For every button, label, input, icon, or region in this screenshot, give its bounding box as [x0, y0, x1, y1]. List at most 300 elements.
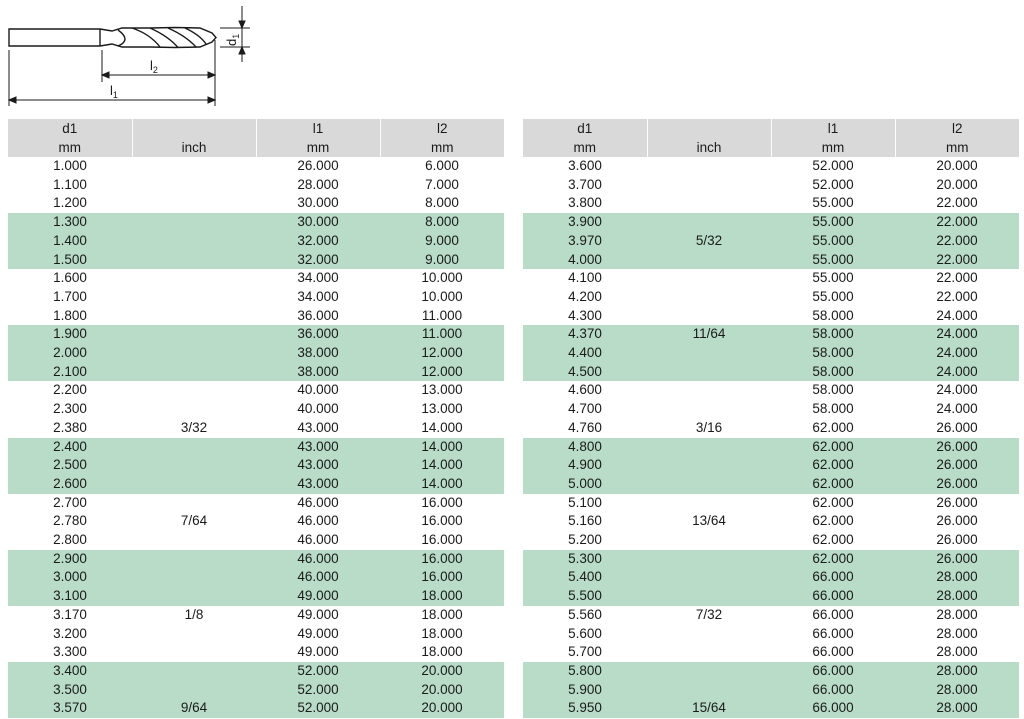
cell-inch: 3/16 [695, 419, 723, 435]
cell-l1: 58.000 [812, 382, 854, 398]
table-row [8, 494, 504, 513]
table-row [523, 269, 1019, 288]
cell-inch [647, 550, 771, 569]
cell-inch: 7/32 [695, 606, 723, 622]
cell-d1: 2.400 [8, 438, 132, 457]
table-row [8, 419, 504, 438]
unit-l1: mm [256, 138, 380, 157]
cell-l2: 28.000 [895, 699, 1019, 718]
cell-l1: 62.000 [812, 532, 854, 548]
table-row [523, 550, 1019, 569]
cell-l1: 43.000 [256, 456, 380, 475]
cell-inch [647, 438, 771, 457]
cell-l1: 46.000 [256, 568, 380, 587]
cell-d1: 1.300 [8, 213, 132, 232]
table-row [523, 288, 1019, 307]
cell-inch [132, 194, 256, 213]
cell-d1: 1.700 [53, 288, 87, 304]
table-row [523, 438, 1019, 457]
cell-d1: 3.500 [8, 681, 132, 700]
header-d1: d1 [8, 119, 132, 138]
cell-l2: 9.000 [380, 232, 504, 251]
unit-d1: mm [8, 138, 132, 157]
cell-l2: 22.000 [936, 195, 978, 211]
cell-inch [132, 475, 256, 494]
cell-l2: 11.000 [380, 325, 504, 344]
cell-l2: 9.000 [380, 251, 504, 270]
table-body-right [523, 157, 1019, 718]
cell-d1: 2.380 [53, 419, 87, 435]
cell-inch [132, 400, 256, 419]
cell-l2: 26.000 [895, 438, 1019, 457]
table-row [8, 194, 504, 213]
cell-d1: 5.950 [523, 699, 647, 718]
header-row-names [8, 119, 504, 138]
cell-l1: 38.000 [256, 363, 380, 382]
cell-inch [647, 213, 771, 232]
cell-l2: 14.000 [380, 475, 504, 494]
cell-l2: 22.000 [895, 232, 1019, 251]
cell-d1: 1.100 [53, 176, 87, 192]
table-row [8, 456, 504, 475]
cell-l1: 62.000 [812, 419, 854, 435]
table-row [523, 344, 1019, 363]
cell-d1: 4.760 [568, 419, 602, 435]
table-row [523, 643, 1019, 662]
cell-d1: 3.200 [53, 625, 87, 641]
cell-l2: 10.000 [421, 270, 463, 286]
cell-d1: 5.300 [523, 550, 647, 569]
cell-l1: 58.000 [771, 325, 895, 344]
cell-inch [132, 269, 256, 288]
cell-l1: 40.000 [297, 382, 339, 398]
cell-d1: 4.900 [523, 456, 647, 475]
cell-inch: 13/64 [692, 513, 726, 529]
cell-d1: 5.600 [568, 625, 602, 641]
cell-l1: 43.000 [256, 438, 380, 457]
cell-l2: 20.000 [936, 158, 978, 173]
header-l1: l1 [256, 119, 380, 138]
cell-inch [647, 288, 771, 307]
cell-inch [647, 251, 771, 270]
cell-d1: 4.400 [523, 344, 647, 363]
drill-size-table-left [8, 119, 504, 718]
cell-inch [132, 531, 256, 550]
cell-l2: 28.000 [936, 606, 978, 622]
drill-size-table-right [523, 119, 1019, 718]
cell-inch [647, 176, 771, 195]
cell-l2: 24.000 [895, 325, 1019, 344]
table-row [523, 587, 1019, 606]
cell-l1: 43.000 [297, 419, 339, 435]
table-row [523, 625, 1019, 644]
cell-l1: 52.000 [256, 662, 380, 681]
table-row [8, 587, 504, 606]
table-row [523, 475, 1019, 494]
cell-l2: 22.000 [936, 270, 978, 286]
table-row [523, 363, 1019, 382]
table-row [8, 662, 504, 681]
cell-l2: 22.000 [936, 288, 978, 304]
cell-l1: 66.000 [812, 644, 854, 660]
header-l2: l2 [380, 119, 504, 138]
cell-l1: 62.000 [771, 438, 895, 457]
cell-l1: 32.000 [256, 232, 380, 251]
cell-d1: 3.970 [523, 232, 647, 251]
cell-inch [647, 568, 771, 587]
cell-inch [132, 643, 256, 662]
cell-inch [132, 213, 256, 232]
table-row [523, 307, 1019, 326]
table-row [8, 381, 504, 400]
cell-inch [647, 662, 771, 681]
cell-l2: 18.000 [421, 625, 463, 641]
cell-l1: 26.000 [297, 158, 339, 173]
cell-inch [647, 494, 771, 513]
drill-dimension-diagram [0, 0, 260, 112]
cell-d1: 1.400 [8, 232, 132, 251]
cell-d1: 2.200 [53, 382, 87, 398]
cell-d1: 3.570 [8, 699, 132, 718]
table-row [523, 381, 1019, 400]
cell-l1: 46.000 [256, 550, 380, 569]
table-row [8, 176, 504, 195]
cell-l2: 10.000 [421, 288, 463, 304]
table-row [523, 681, 1019, 700]
cell-l1: 66.000 [771, 681, 895, 700]
cell-d1: 2.500 [8, 456, 132, 475]
cell-d1: 5.560 [568, 606, 602, 622]
cell-inch [132, 344, 256, 363]
cell-l1: 62.000 [771, 456, 895, 475]
cell-inch: 15/64 [647, 699, 771, 718]
cell-l1: 40.000 [297, 401, 339, 417]
cell-inch [132, 307, 256, 326]
cell-inch [647, 157, 771, 176]
cell-inch [132, 550, 256, 569]
cell-d1: 3.000 [8, 568, 132, 587]
cell-l2: 8.000 [425, 195, 459, 211]
cell-d1: 5.500 [523, 587, 647, 606]
table-row [8, 363, 504, 382]
unit-l2: mm [380, 138, 504, 157]
table-row [8, 475, 504, 494]
cell-l2: 20.000 [380, 699, 504, 718]
cell-inch [132, 625, 256, 644]
cell-inch [647, 269, 771, 288]
cell-inch [647, 643, 771, 662]
cell-l1: 30.000 [297, 195, 339, 211]
cell-l2: 20.000 [936, 176, 978, 192]
cell-l2: 12.000 [380, 344, 504, 363]
cell-d1: 1.500 [8, 251, 132, 270]
l2-dimension [102, 50, 215, 82]
table-row [523, 512, 1019, 531]
unit-inch: inch [132, 138, 256, 157]
cell-l1: 55.000 [771, 213, 895, 232]
cell-d1: 2.600 [8, 475, 132, 494]
cell-l1: 62.000 [771, 475, 895, 494]
cell-l2: 26.000 [936, 532, 978, 548]
cell-d1: 4.800 [523, 438, 647, 457]
cell-l1: 66.000 [812, 606, 854, 622]
cell-l1: 55.000 [771, 251, 895, 270]
cell-inch [647, 456, 771, 475]
cell-d1: 3.100 [8, 587, 132, 606]
cell-d1: 1.200 [53, 195, 87, 211]
table-row [523, 400, 1019, 419]
cell-l1: 36.000 [297, 307, 339, 323]
cell-inch: 9/64 [132, 699, 256, 718]
table-row [8, 213, 504, 232]
cell-l1: 66.000 [771, 699, 895, 718]
cell-d1: 3.170 [53, 606, 87, 622]
table-row [523, 568, 1019, 587]
table-row [523, 232, 1019, 251]
table-row [8, 681, 504, 700]
cell-d1: 2.700 [53, 494, 87, 510]
cell-l2: 28.000 [895, 662, 1019, 681]
cell-l1: 49.000 [297, 625, 339, 641]
cell-l2: 16.000 [421, 513, 463, 529]
cell-d1: 4.600 [568, 382, 602, 398]
table-row [523, 325, 1019, 344]
table-row [8, 269, 504, 288]
table-row [523, 606, 1019, 625]
cell-inch [647, 475, 771, 494]
cell-d1: 3.300 [53, 644, 87, 660]
cell-inch [132, 176, 256, 195]
header-inch-blank [132, 119, 256, 138]
table-row [8, 307, 504, 326]
table-row [523, 157, 1019, 176]
cell-inch [647, 381, 771, 400]
cell-l1: 43.000 [256, 475, 380, 494]
table-row [8, 531, 504, 550]
cell-inch: 1/8 [184, 606, 204, 622]
cell-inch [132, 587, 256, 606]
cell-l2: 22.000 [895, 251, 1019, 270]
table-row [8, 606, 504, 625]
table-row [8, 325, 504, 344]
cell-d1: 5.000 [523, 475, 647, 494]
cell-l1: 34.000 [297, 270, 339, 286]
cell-d1: 5.400 [523, 568, 647, 587]
cell-d1: 1.800 [53, 307, 87, 323]
cell-l2: 26.000 [936, 419, 978, 435]
cell-l1: 52.000 [812, 176, 854, 192]
cell-inch [132, 662, 256, 681]
table-row [523, 494, 1019, 513]
l2-label: $l_2$ [150, 58, 158, 75]
cell-d1: 5.200 [568, 532, 602, 548]
cell-l1: 66.000 [771, 587, 895, 606]
drill-icon [9, 28, 216, 48]
unit-l2: mm [895, 138, 1019, 157]
cell-l1: 32.000 [256, 251, 380, 270]
cell-inch [132, 494, 256, 513]
cell-l1: 52.000 [256, 681, 380, 700]
cell-l1: 28.000 [297, 176, 339, 192]
cell-d1: 4.100 [568, 270, 602, 286]
cell-l2: 14.000 [421, 419, 463, 435]
header-l2: l2 [895, 119, 1019, 138]
table-row [8, 438, 504, 457]
cell-l1: 49.000 [297, 606, 339, 622]
cell-l1: 62.000 [812, 494, 854, 510]
cell-l1: 55.000 [812, 288, 854, 304]
cell-d1: 4.300 [568, 307, 602, 323]
cell-l2: 28.000 [895, 568, 1019, 587]
cell-l2: 16.000 [380, 568, 504, 587]
cell-inch [647, 344, 771, 363]
cell-l2: 24.000 [895, 344, 1019, 363]
table-row [8, 232, 504, 251]
table-row [8, 400, 504, 419]
cell-d1: 2.000 [8, 344, 132, 363]
table-body-left [8, 157, 504, 718]
table-row [8, 625, 504, 644]
cell-l1: 58.000 [812, 401, 854, 417]
cell-l2: 13.000 [421, 382, 463, 398]
cell-l1: 62.000 [812, 513, 854, 529]
cell-l1: 49.000 [297, 644, 339, 660]
cell-inch [132, 288, 256, 307]
cell-d1: 4.500 [523, 363, 647, 382]
header-row-names [523, 119, 1019, 138]
unit-l1: mm [771, 138, 895, 157]
cell-inch [132, 157, 256, 176]
table-row [8, 512, 504, 531]
cell-d1: 4.700 [568, 401, 602, 417]
table-row [8, 288, 504, 307]
table-row [8, 699, 504, 718]
table-row [523, 194, 1019, 213]
cell-d1: 4.000 [523, 251, 647, 270]
cell-l1: 46.000 [297, 532, 339, 548]
d1-label: $d_1$ [224, 33, 241, 46]
cell-l1: 58.000 [771, 344, 895, 363]
cell-d1: 1.600 [53, 270, 87, 286]
cell-l1: 55.000 [812, 270, 854, 286]
header-row-units [523, 138, 1019, 157]
table-row [8, 251, 504, 270]
cell-d1: 1.900 [8, 325, 132, 344]
cell-inch: 5/32 [647, 232, 771, 251]
cell-l2: 22.000 [895, 213, 1019, 232]
cell-l2: 26.000 [895, 550, 1019, 569]
cell-d1: 2.100 [8, 363, 132, 382]
cell-inch [647, 363, 771, 382]
cell-l1: 52.000 [256, 699, 380, 718]
cell-l2: 28.000 [936, 644, 978, 660]
cell-l2: 28.000 [895, 587, 1019, 606]
cell-inch [132, 438, 256, 457]
cell-l2: 28.000 [936, 625, 978, 641]
cell-inch [647, 681, 771, 700]
cell-l2: 24.000 [936, 307, 978, 323]
cell-inch: 7/64 [180, 513, 208, 529]
cell-inch [647, 625, 771, 644]
cell-d1: 3.400 [8, 662, 132, 681]
cell-inch [647, 587, 771, 606]
cell-l2: 16.000 [421, 494, 463, 510]
cell-d1: 5.100 [568, 494, 602, 510]
cell-inch [132, 568, 256, 587]
cell-l1: 52.000 [812, 158, 854, 173]
cell-l2: 11.000 [421, 307, 463, 323]
cell-l2: 18.000 [421, 606, 463, 622]
cell-l1: 46.000 [297, 513, 339, 529]
cell-l1: 66.000 [771, 662, 895, 681]
cell-l1: 49.000 [256, 587, 380, 606]
table-row [8, 550, 504, 569]
unit-d1: mm [523, 138, 647, 157]
cell-d1: 2.900 [8, 550, 132, 569]
header-l1: l1 [771, 119, 895, 138]
cell-l2: 28.000 [895, 681, 1019, 700]
cell-l1: 62.000 [771, 550, 895, 569]
cell-l2: 24.000 [936, 382, 978, 398]
cell-d1: 5.800 [523, 662, 647, 681]
cell-d1: 2.300 [53, 401, 87, 417]
cell-l2: 7.000 [425, 176, 459, 192]
table-row [523, 662, 1019, 681]
cell-l2: 12.000 [380, 363, 504, 382]
cell-l2: 24.000 [895, 363, 1019, 382]
table-row [523, 699, 1019, 718]
cell-inch: 3/32 [180, 419, 208, 435]
table-row [523, 419, 1019, 438]
cell-inch [132, 251, 256, 270]
cell-l2: 16.000 [380, 550, 504, 569]
cell-d1: 5.900 [523, 681, 647, 700]
cell-l2: 24.000 [936, 401, 978, 417]
cell-l1: 58.000 [812, 307, 854, 323]
cell-l1: 34.000 [297, 288, 339, 304]
header-row-units [8, 138, 504, 157]
cell-d1: 3.900 [523, 213, 647, 232]
cell-l2: 13.000 [421, 401, 463, 417]
table-row [523, 531, 1019, 550]
cell-l1: 55.000 [771, 232, 895, 251]
cell-d1: 2.800 [53, 532, 87, 548]
cell-d1: 3.700 [568, 176, 602, 192]
cell-l2: 20.000 [380, 681, 504, 700]
cell-d1: 1.000 [53, 158, 87, 173]
cell-d1: 4.200 [568, 288, 602, 304]
cell-inch [647, 531, 771, 550]
cell-l2: 14.000 [380, 438, 504, 457]
table-row [8, 568, 504, 587]
cell-d1: 5.160 [568, 513, 602, 529]
cell-d1: 2.780 [53, 513, 87, 529]
cell-inch [132, 325, 256, 344]
cell-l1: 36.000 [256, 325, 380, 344]
cell-l2: 26.000 [895, 456, 1019, 475]
cell-l2: 18.000 [421, 644, 463, 660]
cell-inch [647, 307, 771, 326]
table-row [523, 251, 1019, 270]
header-inch-blank [647, 119, 771, 138]
cell-l1: 38.000 [256, 344, 380, 363]
cell-l2: 8.000 [380, 213, 504, 232]
cell-l1: 46.000 [297, 494, 339, 510]
cell-l1: 66.000 [771, 568, 895, 587]
table-row [8, 643, 504, 662]
cell-l2: 16.000 [421, 532, 463, 548]
cell-inch [132, 681, 256, 700]
